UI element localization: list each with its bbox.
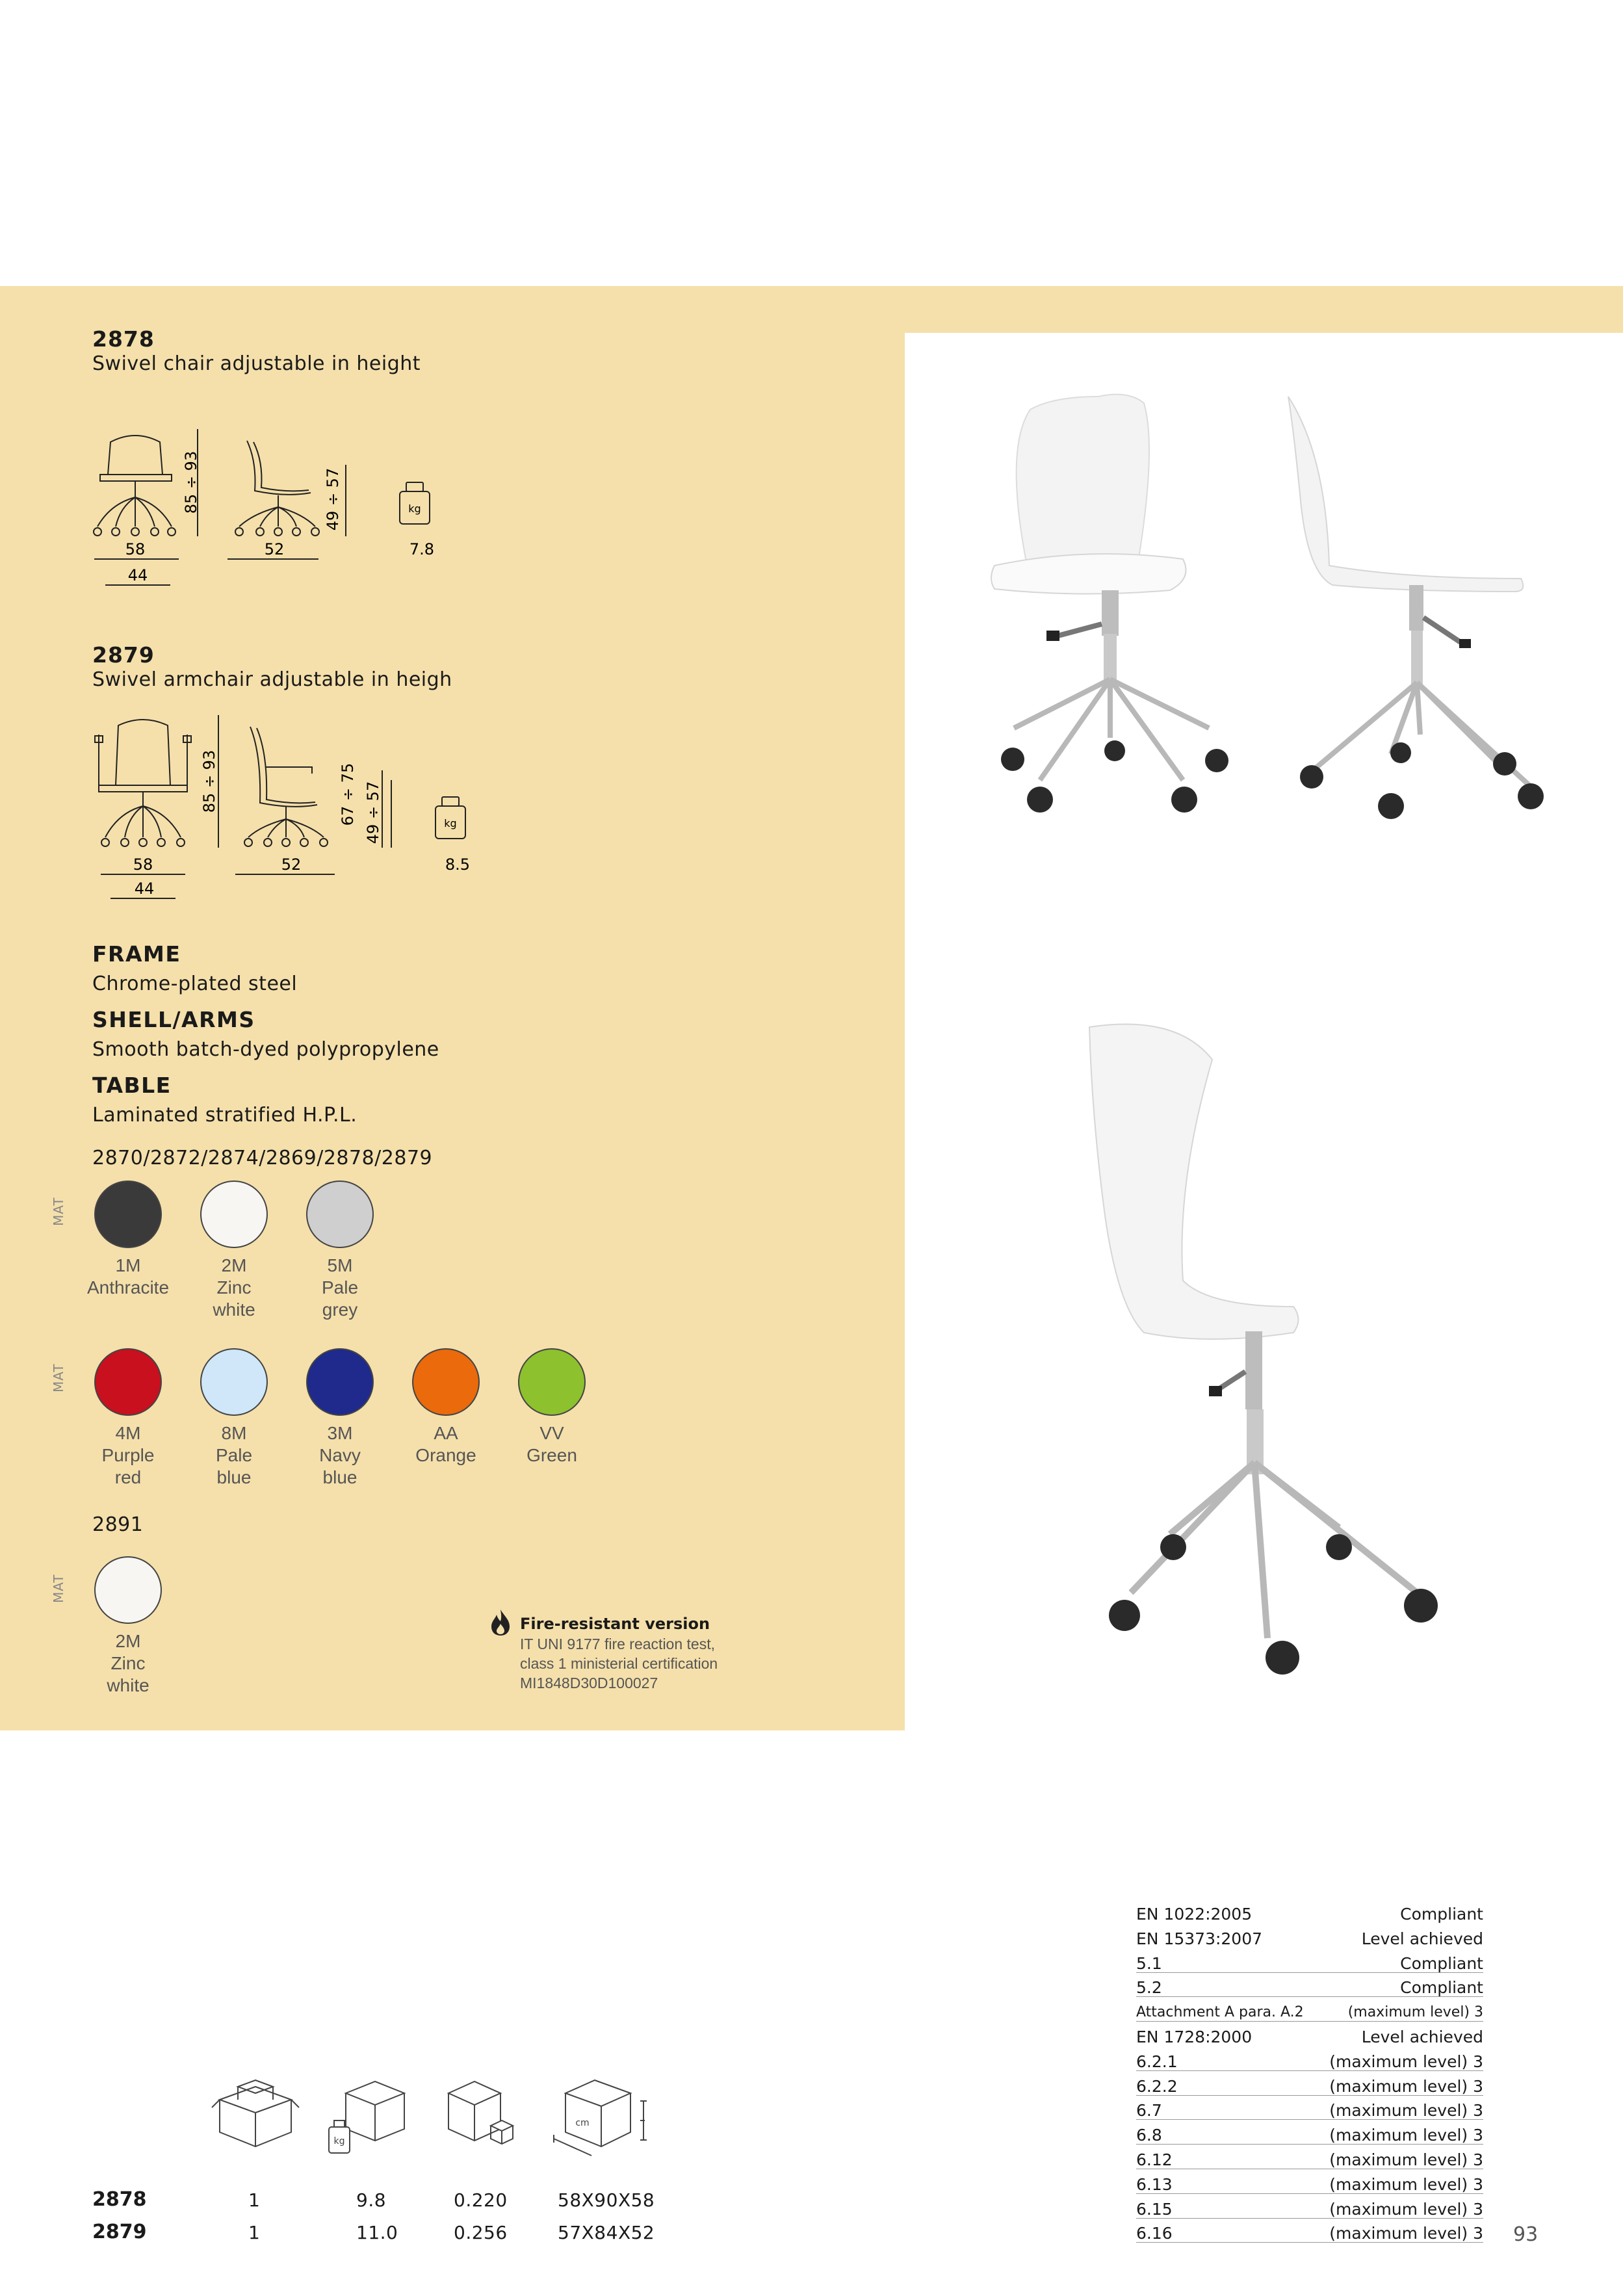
weight-icon-label: kg bbox=[444, 817, 457, 829]
swatch-name: grey bbox=[322, 1299, 358, 1320]
swatch-code: 3M bbox=[327, 1423, 353, 1443]
swatch-code: 4M bbox=[115, 1423, 141, 1443]
certification-result: Compliant bbox=[1400, 1905, 1483, 1924]
certification-result: (maximum level) 3 bbox=[1329, 2224, 1483, 2243]
certification-standard: Attachment A para. A.2 bbox=[1136, 2004, 1304, 2021]
packaging-weight: 9.8 bbox=[356, 2189, 387, 2211]
color-group-title: 2891 bbox=[92, 1513, 144, 1536]
packaging-pieces: 1 bbox=[248, 2222, 261, 2243]
material-heading: SHELL/ARMS bbox=[92, 1007, 255, 1032]
chair-2878-dimension-drawing bbox=[91, 423, 481, 592]
certification-result: (maximum level) 3 bbox=[1329, 2101, 1483, 2120]
swatch-name: Zinc bbox=[110, 1653, 146, 1673]
chair-2879-dimension-drawing bbox=[91, 709, 507, 904]
certification-row bbox=[1136, 2119, 1483, 2145]
certification-standard: 6.2.1 bbox=[1136, 2052, 1178, 2071]
swatch-circle bbox=[306, 1348, 374, 1416]
color-swatch-anthracite[interactable] bbox=[83, 1181, 174, 1299]
certification-row bbox=[1136, 2094, 1483, 2120]
packaging-weight: 11.0 bbox=[356, 2222, 398, 2243]
certification-result: (maximum level) 3 bbox=[1329, 2199, 1483, 2219]
front-view-drawing bbox=[95, 720, 191, 846]
packaging-pieces: 1 bbox=[248, 2189, 261, 2211]
height-dimension: 85 ÷ 93 bbox=[200, 750, 218, 813]
weight-icon-label: kg bbox=[333, 2136, 345, 2146]
packaging-dimensions: 57X84X52 bbox=[558, 2222, 655, 2243]
side-view-drawing bbox=[244, 727, 328, 846]
swatch-code: VV bbox=[539, 1423, 564, 1443]
certification-standard: EN 1022:2005 bbox=[1136, 1905, 1253, 1924]
material-text: Smooth batch-dyed polypropylene bbox=[92, 1038, 439, 1061]
certification-row bbox=[1136, 1948, 1483, 1973]
fire-resistant-text: MI1848D30D100027 bbox=[520, 1675, 658, 1691]
swatch-code: 2M bbox=[115, 1631, 141, 1651]
swatch-circle bbox=[306, 1181, 374, 1248]
swatch-circle bbox=[94, 1556, 162, 1624]
finish-label: MAT bbox=[51, 1363, 66, 1392]
certification-result: (maximum level) 3 bbox=[1329, 2174, 1483, 2194]
certification-result: (maximum level) 3 bbox=[1329, 2052, 1483, 2071]
boxes-stack-icon bbox=[207, 2067, 304, 2158]
color-swatch-zinc-white[interactable] bbox=[83, 1556, 174, 1697]
box-weight-icon bbox=[320, 2074, 411, 2158]
certification-result: (maximum level) 3 bbox=[1329, 2076, 1483, 2096]
packaging-dimensions: 58X90X58 bbox=[558, 2189, 655, 2211]
weight-icon-label: kg bbox=[408, 502, 421, 515]
color-group-title: 2870/2872/2874/2869/2878/2879 bbox=[92, 1147, 433, 1169]
color-swatch-purple-red[interactable] bbox=[83, 1348, 174, 1489]
flame-icon bbox=[487, 1608, 513, 1637]
side-view-drawing bbox=[235, 441, 319, 536]
certification-standard: 6.16 bbox=[1136, 2224, 1173, 2243]
certification-row bbox=[1136, 2193, 1483, 2219]
certification-standard: 6.15 bbox=[1136, 2199, 1173, 2219]
swatch-code: 1M bbox=[115, 1255, 141, 1275]
certification-row bbox=[1136, 1898, 1483, 1923]
swatch-circle bbox=[94, 1181, 162, 1248]
product-title: Swivel chair adjustable in height bbox=[92, 352, 421, 375]
swatch-name: white bbox=[213, 1299, 255, 1320]
certification-result: Level achieved bbox=[1361, 2028, 1483, 2046]
swatch-name: Navy bbox=[319, 1445, 361, 1465]
certification-row bbox=[1136, 1972, 1483, 1997]
width-dimension: 58 bbox=[125, 540, 146, 558]
depth-dimension: 52 bbox=[264, 540, 285, 558]
packaging-volume: 0.220 bbox=[454, 2189, 508, 2211]
swatch-code: 8M bbox=[221, 1423, 247, 1443]
fire-resistant-text: IT UNI 9177 fire reaction test, bbox=[520, 1636, 715, 1652]
finish-label: MAT bbox=[51, 1197, 66, 1226]
product-title: Swivel armchair adjustable in heigh bbox=[92, 668, 452, 691]
color-swatch-orange[interactable] bbox=[400, 1348, 491, 1467]
header-band bbox=[0, 286, 1623, 333]
height-dimension: 85 ÷ 93 bbox=[182, 450, 200, 514]
certification-result: Compliant bbox=[1400, 1953, 1483, 1973]
swatch-name: blue bbox=[322, 1467, 357, 1487]
box-volume-icon bbox=[442, 2074, 526, 2158]
swatch-name: Zinc bbox=[216, 1277, 252, 1298]
swatch-name: red bbox=[114, 1467, 142, 1487]
material-text: Chrome-plated steel bbox=[92, 972, 298, 995]
depth-dimension: 52 bbox=[281, 855, 302, 874]
swatch-code: AA bbox=[434, 1423, 458, 1443]
seat-height-dimension: 49 ÷ 57 bbox=[364, 781, 382, 844]
swatch-name: white bbox=[107, 1675, 149, 1695]
certification-standard: EN 15373:2007 bbox=[1136, 1929, 1263, 1948]
page-number: 93 bbox=[1513, 2223, 1539, 2246]
certification-row bbox=[1136, 1923, 1483, 1948]
certification-result: (maximum level) 3 bbox=[1347, 2004, 1483, 2021]
certification-row bbox=[1136, 2169, 1483, 2194]
certification-row bbox=[1136, 2217, 1483, 2243]
weight-value: 7.8 bbox=[409, 540, 435, 558]
certification-standard: 5.1 bbox=[1136, 1953, 1162, 1973]
color-swatch-zinc-white[interactable] bbox=[188, 1181, 279, 1321]
certification-result: Level achieved bbox=[1361, 1929, 1483, 1948]
seat-height-dimension: 49 ÷ 57 bbox=[324, 467, 342, 531]
certification-standard: 6.13 bbox=[1136, 2174, 1173, 2194]
packaging-volume: 0.256 bbox=[454, 2222, 508, 2243]
certification-row bbox=[1136, 2070, 1483, 2096]
swatch-name: Green bbox=[526, 1445, 577, 1465]
finish-label: MAT bbox=[51, 1574, 66, 1603]
swatch-name: Anthracite bbox=[86, 1277, 170, 1298]
certification-standard: 6.8 bbox=[1136, 2126, 1162, 2145]
swatch-circle bbox=[518, 1348, 586, 1416]
fire-resistant-title: Fire-resistant version bbox=[520, 1615, 710, 1633]
weight-value: 8.5 bbox=[445, 855, 471, 874]
swatch-circle bbox=[200, 1181, 268, 1248]
color-swatch-pale-grey[interactable] bbox=[294, 1181, 385, 1321]
front-view-drawing bbox=[94, 436, 175, 536]
product-code: 2878 bbox=[92, 326, 155, 352]
swatch-circle bbox=[412, 1348, 480, 1416]
material-heading: FRAME bbox=[92, 941, 181, 967]
swatch-name: Pale bbox=[321, 1277, 359, 1298]
swatch-name: blue bbox=[216, 1467, 252, 1487]
certification-standard: EN 1728:2000 bbox=[1136, 2028, 1253, 2046]
packaging-code: 2878 bbox=[92, 2188, 147, 2211]
certification-result: (maximum level) 3 bbox=[1329, 2150, 1483, 2169]
chair-threequarter-photo bbox=[1079, 1021, 1469, 1697]
certification-standard: 6.2.2 bbox=[1136, 2076, 1178, 2096]
swatch-name: Orange bbox=[415, 1445, 476, 1465]
certification-result: Compliant bbox=[1400, 1978, 1483, 1998]
certification-row bbox=[1136, 2144, 1483, 2169]
color-swatch-pale-blue[interactable] bbox=[188, 1348, 279, 1489]
dimensions-icon-label: cm bbox=[575, 2118, 590, 2128]
box-dimensions-icon bbox=[546, 2067, 669, 2165]
chair-side-photo bbox=[1274, 390, 1560, 839]
swatch-circle bbox=[94, 1348, 162, 1416]
product-code: 2879 bbox=[92, 642, 155, 668]
color-swatch-green[interactable] bbox=[506, 1348, 597, 1467]
material-heading: TABLE bbox=[92, 1073, 172, 1098]
seat-width-dimension: 44 bbox=[134, 880, 155, 898]
color-swatch-navy-blue[interactable] bbox=[294, 1348, 385, 1489]
certification-standard: 5.2 bbox=[1136, 1978, 1162, 1998]
certification-standard: 6.7 bbox=[1136, 2101, 1162, 2120]
certification-row bbox=[1136, 2021, 1483, 2046]
chair-front-photo bbox=[975, 384, 1254, 839]
certification-row bbox=[1136, 1996, 1483, 2022]
swatch-code: 2M bbox=[221, 1255, 247, 1275]
swatch-name: Pale bbox=[215, 1445, 253, 1465]
certification-standard: 6.12 bbox=[1136, 2150, 1173, 2169]
fire-resistant-text: class 1 ministerial certification bbox=[520, 1655, 718, 1672]
swatch-code: 5M bbox=[327, 1255, 353, 1275]
certification-row bbox=[1136, 2046, 1483, 2071]
material-text: Laminated stratified H.P.L. bbox=[92, 1104, 357, 1127]
width-dimension: 58 bbox=[133, 855, 153, 874]
packaging-code: 2879 bbox=[92, 2221, 147, 2243]
seat-width-dimension: 44 bbox=[127, 566, 148, 584]
certification-result: (maximum level) 3 bbox=[1329, 2126, 1483, 2145]
swatch-name: Purple bbox=[101, 1445, 155, 1465]
swatch-circle bbox=[200, 1348, 268, 1416]
arm-height-dimension: 67 ÷ 75 bbox=[339, 763, 357, 826]
